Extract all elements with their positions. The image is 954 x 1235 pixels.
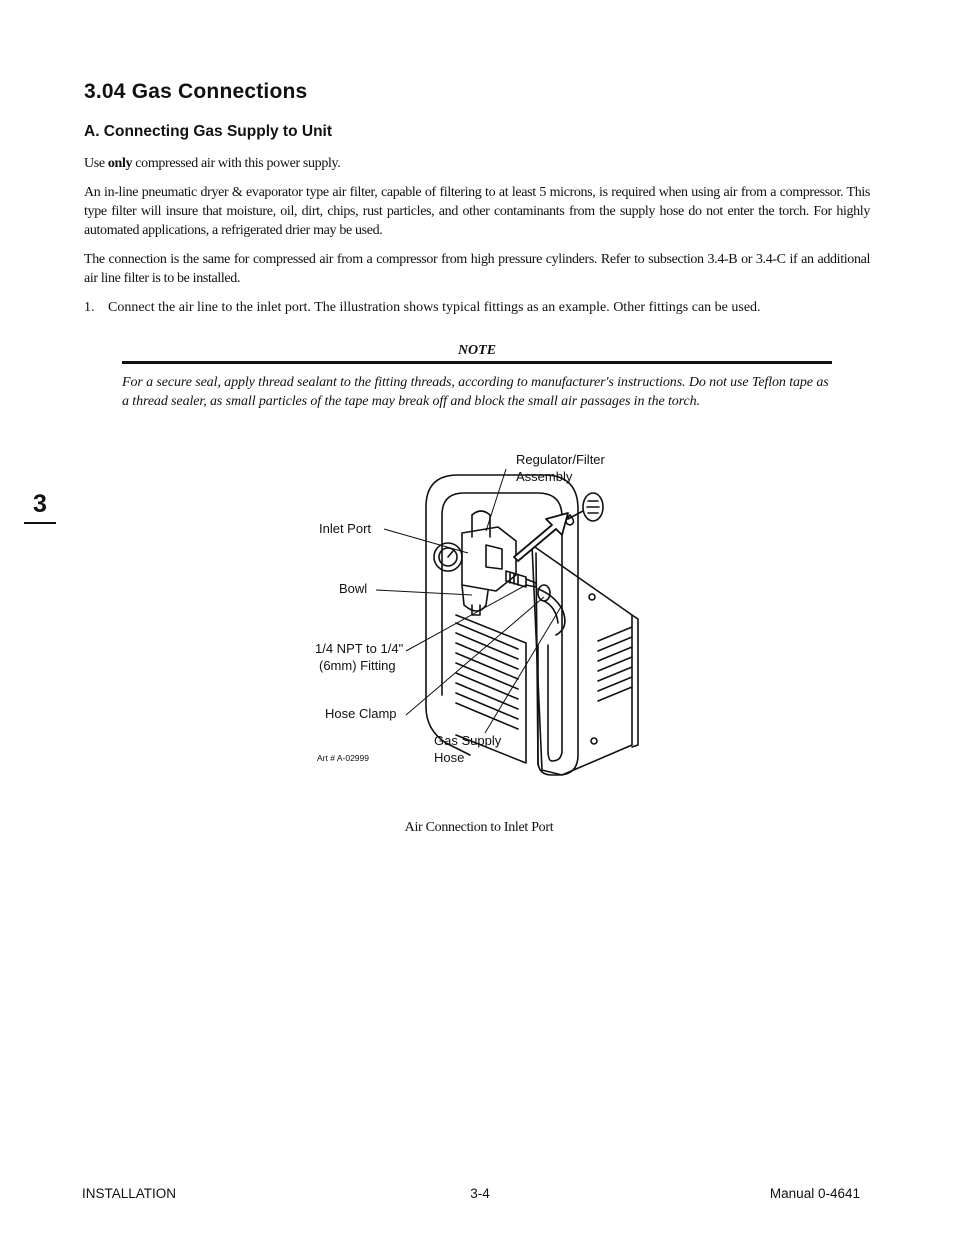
footer-section: INSTALLATION xyxy=(82,1186,177,1201)
callout-regulator-line2: Assembly xyxy=(516,469,573,484)
callout-gas-supply-hose xyxy=(434,732,501,766)
callout-fitting-line2: (6mm) Fitting xyxy=(319,658,396,673)
callout-inlet-port: Inlet Port xyxy=(319,521,372,536)
emphasis-only: only xyxy=(107,156,133,171)
paragraph-connection: The connection is the same for compressed air from a compressor from high pressure cylinders. Refer to subsection 3.4-B or 3.4-C if an additional air line filter is to be installed. xyxy=(84,252,870,286)
step-number: 1. xyxy=(84,300,95,315)
callout-fitting xyxy=(315,640,403,674)
paragraph-air-only-start: Use xyxy=(84,156,108,171)
note-heading: NOTE xyxy=(457,343,497,358)
callout-gas-supply-line2: Hose xyxy=(434,750,465,765)
callout-hose-clamp: Hose Clamp xyxy=(325,706,397,721)
paragraph-air-only-end: compressed air with this power supply. xyxy=(132,156,341,171)
footer-page-number: 3-4 xyxy=(470,1186,490,1201)
art-number: Art # A-02999 xyxy=(317,753,369,763)
chapter-tab-underline xyxy=(24,522,56,524)
section-title: 3.04 Gas Connections xyxy=(84,80,308,103)
note-text: For a secure seal, apply thread sealant to the fitting threads, according to manufacturer's instructions. Do not use Teflon tape as a thread sealer, as small particles of the tape may break off and block the small air passages in the torch. xyxy=(122,375,829,409)
chapter-tab: 3 xyxy=(33,490,47,518)
figure-caption: Air Connection to Inlet Port xyxy=(404,820,554,835)
callout-regulator-line1: Regulator/Filter xyxy=(516,452,605,467)
air-connection-figure xyxy=(300,445,645,785)
step-text: Connect the air line to the inlet port. The illustration shows typical fittings as an example. Other fittings can be used. xyxy=(108,300,761,315)
paragraph-air-filter: An in-line pneumatic dryer & evaporator type air filter, capable of filtering to at least 5 microns, is required when using air from a compressor. This type filter will insure that moisture, oil, dirt, chips, rust particles, and other contaminants from the supply hose do not enter the torch. For highly automated applications, a refrigerated drier may be used. xyxy=(84,185,870,238)
note-divider xyxy=(122,361,832,364)
subsection-title: A. Connecting Gas Supply to Unit xyxy=(84,123,332,140)
callout-fitting-line1: 1/4 NPT to 1/4" xyxy=(315,641,404,656)
callout-regulator xyxy=(516,451,605,485)
callout-gas-supply-line1: Gas Supply xyxy=(434,733,502,748)
paragraph-air-only xyxy=(84,154,870,173)
footer-manual-number: Manual 0-4641 xyxy=(769,1186,860,1201)
callout-bowl: Bowl xyxy=(339,581,368,596)
